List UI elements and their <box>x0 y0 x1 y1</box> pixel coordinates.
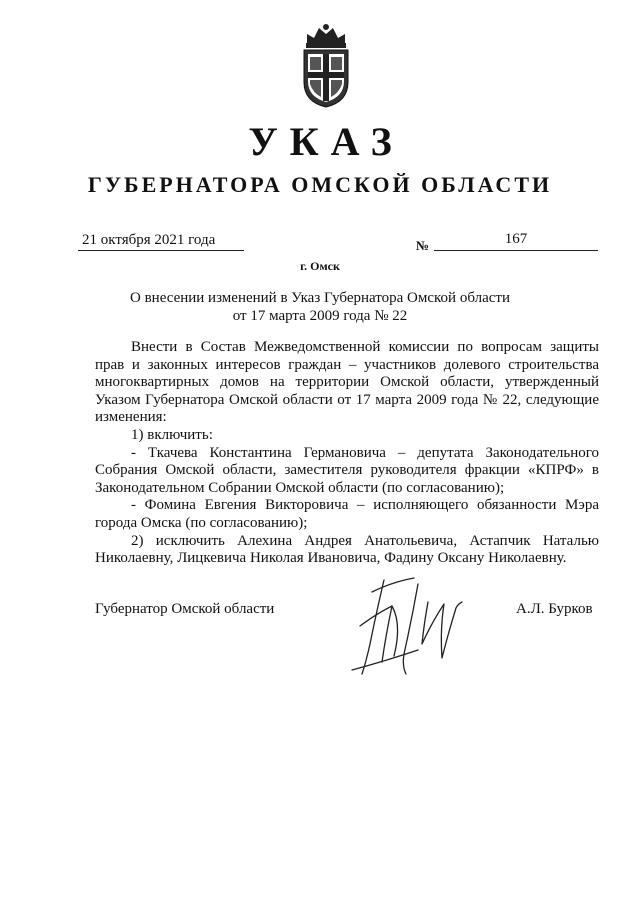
body-item-1: 1) включить: <box>131 426 213 443</box>
signatory-position: Губернатор Омской области <box>95 601 275 617</box>
heading-line-1: О внесении изменений в Указ Губернатора Омской области <box>130 290 510 306</box>
document-title: УКАЗ <box>248 119 404 164</box>
document-city: г. Омск <box>300 259 340 273</box>
body-item-1a: - Ткачева Константина Германовича – депутата Законодательного Собрания Омской области, заместителя руководителя фракции «КПРФ» в Законодательном Собрании Омской области (по согласованию); <box>95 444 599 496</box>
signatory-name: А.Л. Бурков <box>516 601 593 617</box>
heading-line-2: от 17 марта 2009 года № 22 <box>232 308 408 324</box>
handwritten-signature <box>332 574 482 680</box>
number-sign: № <box>416 238 430 253</box>
coat-of-arms-emblem <box>297 22 355 108</box>
document-date: 21 октября 2021 года <box>78 232 244 251</box>
document-number: 167 <box>434 231 598 251</box>
document-body <box>95 339 599 568</box>
body-item-2: 2) исключить Алехина Андрея Анатольевича, Астапчик Наталью Николаевну, Лицкевича Николая Ивановича, Фадину Оксану Николаевну. <box>95 532 599 567</box>
body-item-1b: - Фомина Евгения Викторовича – исполняющего обязанности Мэра города Омска (по согласованию); <box>95 497 599 531</box>
document-heading <box>110 289 530 325</box>
body-intro: Внести в Состав Межведомственной комиссии по вопросам защиты прав и законных интересов граждан – участников долевого строительства многоквартирных домов на территории Омской области, утвержденный Указом Губернатора Омской области от 17 марта 2009 года № 22, следующие изменения: <box>95 339 599 426</box>
document-subtitle: ГУБЕРНАТОРА ОМСКОЙ ОБЛАСТИ <box>87 172 553 197</box>
